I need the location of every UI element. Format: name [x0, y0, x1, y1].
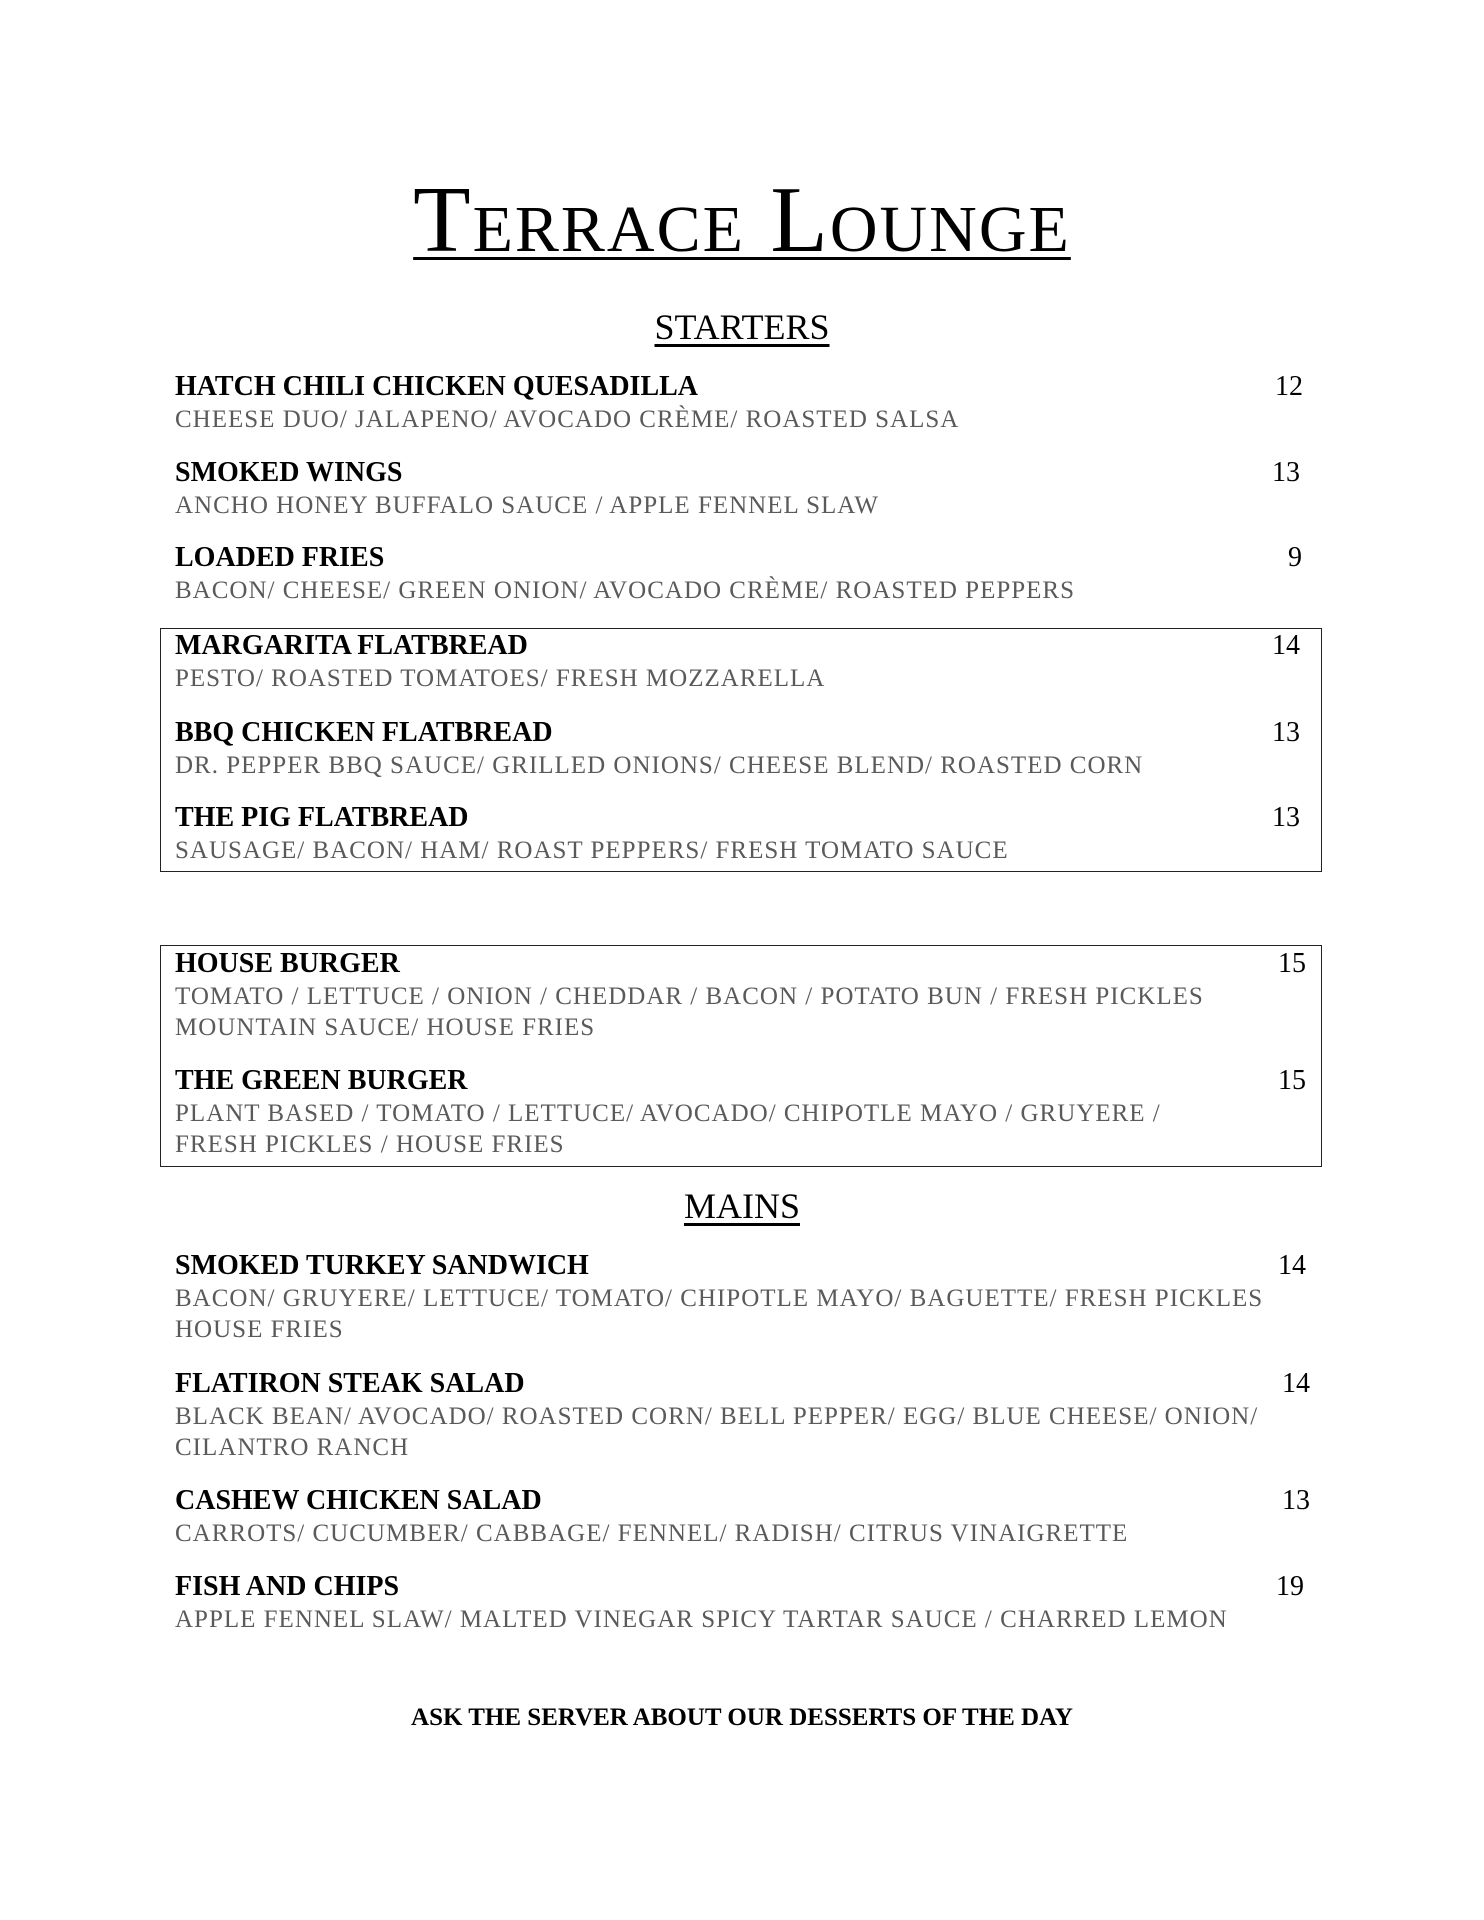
menu-item-name: THE PIG FLATBREAD: [175, 802, 469, 833]
menu-item-description: BACON/ CHEESE/ GREEN ONION/ AVOCADO CRÈME/ ROASTED PEPPERS: [175, 577, 1075, 604]
menu-item-price: 14: [1282, 1368, 1310, 1399]
menu-item-price: 19: [1276, 1571, 1304, 1602]
page-title-text: Terrace Lounge: [413, 168, 1071, 272]
menu-item-description-continued: FRESH PICKLES / HOUSE FRIES: [175, 1131, 565, 1158]
menu-item-description-continued: CILANTRO RANCH: [175, 1434, 410, 1461]
menu-item-price: 13: [1272, 717, 1300, 748]
menu-item: [175, 1367, 1310, 1463]
menu-item-name: FLATIRON STEAK SALAD: [175, 1368, 525, 1399]
menu-item-price: 14: [1278, 1250, 1306, 1281]
menu-item-name: BBQ CHICKEN FLATBREAD: [175, 717, 553, 748]
menu-item-price: 12: [1275, 371, 1303, 402]
menu-item-description: BLACK BEAN/ AVOCADO/ ROASTED CORN/ BELL PEPPER/ EGG/ BLUE CHEESE/ ONION/: [175, 1403, 1259, 1430]
menu-item-description-continued: MOUNTAIN SAUCE/ HOUSE FRIES: [175, 1014, 596, 1041]
menu-item: [175, 629, 1305, 694]
menu-item-description: DR. PEPPER BBQ SAUCE/ GRILLED ONIONS/ CHEESE BLEND/ ROASTED CORN: [175, 752, 1144, 779]
menu-item-name: MARGARITA FLATBREAD: [175, 630, 528, 661]
menu-item-description: TOMATO / LETTUCE / ONION / CHEDDAR / BACON / POTATO BUN / FRESH PICKLES: [175, 983, 1204, 1010]
menu-item-description: CARROTS/ CUCUMBER/ CABBAGE/ FENNEL/ RADISH/ CITRUS VINAIGRETTE: [175, 1520, 1129, 1547]
menu-item-price: 13: [1272, 457, 1300, 488]
menu-item-description-continued: HOUSE FRIES: [175, 1316, 344, 1343]
menu-item-description: PESTO/ ROASTED TOMATOES/ FRESH MOZZARELLA: [175, 665, 826, 692]
menu-item-name: FISH AND CHIPS: [175, 1571, 400, 1602]
menu-item-price: 13: [1272, 802, 1300, 833]
section-title-starters-text: STARTERS: [654, 307, 830, 347]
menu-item-name: HOUSE BURGER: [175, 948, 400, 979]
menu-item-name: CASHEW CHICKEN SALAD: [175, 1485, 542, 1516]
menu-item-name: SMOKED WINGS: [175, 457, 403, 488]
menu-item: [175, 1570, 1305, 1635]
section-title-mains: [0, 1184, 1484, 1228]
menu-item-price: 15: [1278, 948, 1306, 979]
section-title-mains-text: MAINS: [683, 1186, 800, 1226]
page-title: [0, 170, 1484, 270]
menu-item-description: CHEESE DUO/ JALAPENO/ AVOCADO CRÈME/ ROASTED SALSA: [175, 406, 960, 433]
menu-item-description: BACON/ GRUYERE/ LETTUCE/ TOMATO/ CHIPOTLE MAYO/ BAGUETTE/ FRESH PICKLES: [175, 1285, 1264, 1312]
section-title-starters: [0, 305, 1484, 349]
menu-item-name: THE GREEN BURGER: [175, 1065, 468, 1096]
menu-item-description: SAUSAGE/ BACON/ HAM/ ROAST PEPPERS/ FRESH TOMATO SAUCE: [175, 837, 1009, 864]
menu-item-name: SMOKED TURKEY SANDWICH: [175, 1250, 589, 1281]
menu-item-name: HATCH CHILI CHICKEN QUESADILLA: [175, 371, 699, 402]
menu-item: [175, 716, 1305, 781]
menu-item-price: 9: [1288, 542, 1302, 573]
menu-item-price: 15: [1278, 1065, 1306, 1096]
menu-item: [175, 1484, 1310, 1549]
menu-item-description: APPLE FENNEL SLAW/ MALTED VINEGAR SPICY TARTAR SAUCE / CHARRED LEMON: [175, 1606, 1228, 1633]
menu-item-name: LOADED FRIES: [175, 542, 385, 573]
dessert-note: ASK THE SERVER ABOUT OUR DESSERTS OF THE DAY: [411, 1704, 1073, 1731]
menu-item: [175, 541, 1305, 606]
menu-item: [175, 456, 1305, 521]
menu-item-price: 13: [1282, 1485, 1310, 1516]
menu-item: [175, 1064, 1305, 1160]
menu-item: [175, 370, 1305, 435]
menu-item: [175, 1249, 1305, 1345]
menu-item-price: 14: [1272, 630, 1300, 661]
menu-item-description: PLANT BASED / TOMATO / LETTUCE/ AVOCADO/ CHIPOTLE MAYO / GRUYERE /: [175, 1100, 1161, 1127]
menu-item: [175, 947, 1305, 1043]
menu-item: [175, 801, 1305, 866]
menu-item-description: ANCHO HONEY BUFFALO SAUCE / APPLE FENNEL SLAW: [175, 492, 879, 519]
